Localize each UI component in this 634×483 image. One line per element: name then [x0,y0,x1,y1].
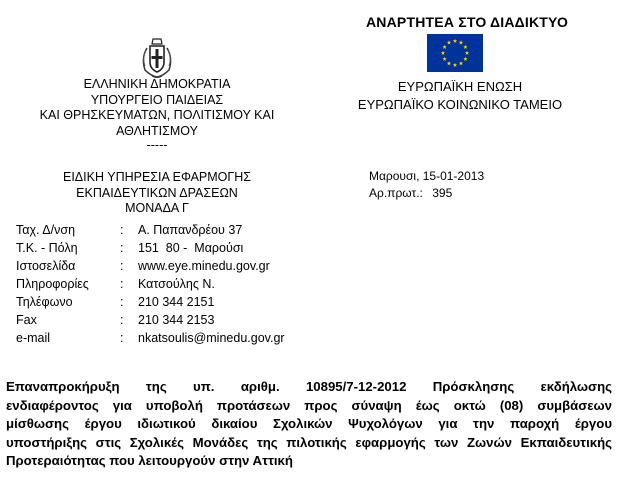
contact-row-postcode [16,239,285,257]
contact-value: 151 80 - Μαρούσι [138,241,244,255]
contact-details [16,221,285,347]
subject-line: Επαναπροκήρυξη της υπ. αριθμ. 10895/7-12-2012 Πρόσκλησης εκδήλωσης [6,379,612,394]
service-line-1: ΕΙΔΙΚΗ ΥΠΗΡΕΣΙΑ ΕΦΑΡΜΟΓΗΣ [62,170,252,184]
protocol-label: Αρ.πρωτ.: [369,186,423,200]
contact-label: Fax [16,313,37,327]
contact-row-info [16,275,285,293]
contact-separator: : [120,331,124,345]
email-link[interactable]: nkatsoulis@minedu.gov.gr [138,331,285,345]
eu-flag-icon [427,34,483,72]
contact-row-website [16,257,285,275]
contact-value: Α. Παπανδρέου 37 [138,223,243,237]
contact-separator: : [120,295,124,309]
contact-label: Ταχ. Δ/νση [16,223,76,237]
service-line-3: ΜΟΝΑΔΑ Γ [125,201,189,215]
contact-label: Τηλέφωνο [16,295,73,309]
contact-label: Τ.Κ. - Πόλη [16,241,78,255]
greek-coat-of-arms-icon [135,36,179,80]
contact-label: Πληροφορίες [16,277,89,291]
esf-label: ΕΥΡΩΠΑΪΚΟ ΚΟΙΝΩΝΙΚΟ ΤΑΜΕΙΟ [357,97,563,112]
service-line-2: ΕΚΠΑΙΔΕΥΤΙΚΩΝ ΔΡΑΣΕΩΝ [76,185,238,200]
web-publication-notice: ΑΝΑΡΤΗΤΕΑ ΣΤΟ ΔΙΑΔΙΚΤΥΟ [366,14,569,30]
contact-row-phone [16,293,285,311]
contact-separator: : [120,223,124,237]
protocol-number: 395 [432,186,453,200]
header-line-ministry-3: ΑΘΛΗΤΙΣΜΟΥ [116,123,198,138]
contact-value: Κατσούλης Ν. [138,277,215,291]
website-link[interactable]: www.eye.minedu.gov.gr [138,259,270,273]
contact-separator: : [120,313,124,327]
subject-line: μίσθωσης έργου ιδιωτικού δικαίου Σχολικών Ψυχολόγων για την παροχή έργου [6,416,612,431]
contact-value: 210 344 2153 [138,313,215,327]
document-date: Μαρουσι, 15-01-2013 [369,169,485,183]
eu-funding-block [330,78,590,114]
header-line-republic: ΕΛΛΗΝΙΚΗ ΔΗΜΟΚΡΑΤΙΑ [83,77,231,91]
contact-row-address [16,221,285,239]
eu-union-label: ΕΥΡΩΠΑΪΚΗ ΕΝΩΣΗ [397,79,523,94]
ministry-header [27,77,287,151]
header-line-ministry: ΥΠΟΥΡΓΕΙΟ ΠΑΙΔΕΙΑΣ [90,92,224,107]
protocol-line [369,185,484,202]
date-protocol-block [369,168,484,202]
contact-value: 210 344 2151 [138,295,215,309]
subject-line: Προτεραιότητας που λειτουργούν στην Αττική [6,453,293,468]
contact-label: e-mail [16,331,51,345]
contact-row-fax [16,311,285,329]
contact-row-email [16,329,285,347]
subject-line: υποστήριξης στις Σχολικές Μονάδες της πιλοτικής εφαρμογής των Ζωνών Εκπαιδευτικής [6,434,612,450]
header-separator: ----- [146,138,168,152]
contact-separator: : [120,277,124,291]
subject-line: ενδιαφέροντος για υποβολή προτάσεων προς σύναψη έως οκτώ (08) συμβάσεων [6,397,612,413]
subject-paragraph [6,378,612,471]
contact-separator: : [120,259,124,273]
service-header [27,170,287,217]
contact-separator: : [120,241,124,255]
contact-label: Ιστοσελίδα [16,259,76,273]
header-line-ministry-2: ΚΑΙ ΘΡΗΣΚΕΥΜΑΤΩΝ, ΠΟΛΙΤΙΣΜΟΥ ΚΑΙ [39,108,275,122]
